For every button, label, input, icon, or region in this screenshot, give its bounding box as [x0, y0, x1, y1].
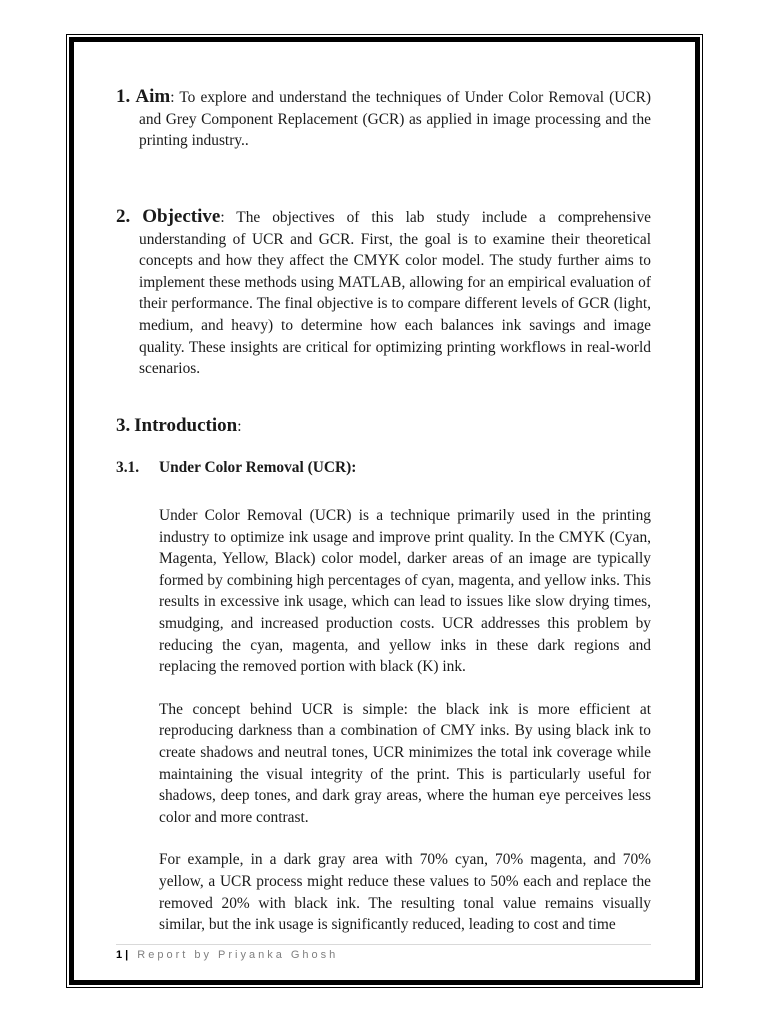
subsection-heading — [116, 457, 651, 478]
footer-label: Report by Priyanka Ghosh — [137, 949, 339, 961]
footer-separator: | — [125, 949, 132, 961]
document-body — [116, 86, 651, 936]
section-title: Introduction — [134, 415, 238, 436]
section-title: Objective — [142, 206, 221, 227]
section-aim — [116, 86, 651, 206]
page-footer — [116, 944, 651, 961]
paragraph: For example, in a dark gray area with 70% cyan, 70% magenta, and 70% yellow, a UCR process might reduce these values to 50% each and replace the removed 20% with black ink. The resulting tonal value remains visually similar, but the ink usage is significantly reduced, leading to cost and time — [159, 851, 651, 934]
section-introduction — [116, 415, 651, 457]
section-text: : To explore and understand the techniques of Under Color Removal (UCR) and Grey Component Replacement (GCR) as applied in image processing and the printing industry.. — [139, 89, 651, 150]
section-colon: : — [237, 418, 242, 435]
subsection-ucr — [116, 457, 651, 936]
paragraph: Under Color Removal (UCR) is a technique primarily used in the printing industry to optimize ink usage and improve print quality. In the CMYK (Cyan, Magenta, Yellow, Black) color model, darker areas of an image are typically formed by combining high percentages of cyan, magenta, and yellow inks. This results in excessive ink usage, which can lead to issues like slow drying times, smudging, and increased production costs. UCR addresses this problem by reducing the cyan, magenta, and yellow inks in these dark regions and replacing the removed portion with black (K) ink. — [159, 507, 651, 676]
subsection-title: Under Color Removal (UCR): — [159, 459, 357, 476]
section-text: : The objectives of this lab study include a comprehensive understanding of UCR and GCR. First, the goal is to examine their theoretical concepts and how they affect the CMYK color model. The study further aims to implement these methods using MATLAB, allowing for an empirical evaluation of their performance. The final objective is to compare different levels of GCR (light, medium, and heavy) to determine how each balances ink savings and image quality. These insights are critical for optimizing printing workflows in real-world scenarios. — [139, 209, 651, 378]
section-number: 1. — [116, 86, 131, 107]
section-number: 3. — [116, 415, 131, 436]
section-number: 2. — [116, 206, 131, 227]
paragraph: The concept behind UCR is simple: the black ink is more efficient at reproducing darkness than a combination of CMY inks. By using black ink to create shadows and neutral tones, UCR minimizes the total ink coverage while maintaining the visual integrity of the print. This is particularly useful for shadows, deep tones, and dark gray areas, where the human eye perceives less color and more contrast. — [159, 700, 651, 826]
section-objective — [116, 206, 651, 415]
subsection-number: 3.1. — [116, 459, 140, 476]
section-title: Aim — [135, 86, 171, 107]
page-number: 1 — [116, 949, 126, 961]
